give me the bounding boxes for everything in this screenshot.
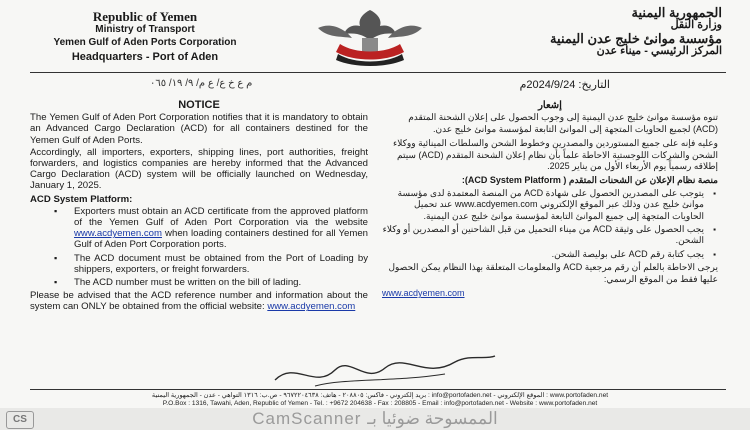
notice-paragraph-1-ar: تنوه مؤسسة موانئ خليج عدن اليمنية إلى وجوب الحصول على إعلان الشحنة المتقدم (ACD) لجميع الحاويات المتجهة إلى الموانئ التابعة لمؤسسة موانئ خليج عدن.	[408, 112, 718, 134]
camscanner-logo-icon: CS	[6, 411, 34, 429]
list-item: ▪ يجب الحصول على وثيقة ACD من ميناء التحميل من قبل الشاحنين أو المصدرين أو وكلاء الشحن.	[382, 224, 704, 247]
header-left	[40, 10, 250, 64]
platform-heading-ar: منصة نظام الإعلان عن الشحنات المتقدم ( ACD System Platform):	[461, 175, 718, 186]
document-date: التاريخ: 2024/9/24م	[519, 79, 610, 91]
bullet-1-text-a: Exporters must obtain an ACD certificate from the approved platform of the Yemen Gulf of Aden Port Corporation via the website	[74, 205, 368, 229]
header-corporation-ar: مؤسسة موانئ خليج عدن اليمنية	[550, 31, 722, 46]
header-republic: Republic of Yemen	[92, 9, 198, 24]
acd-website-link-ar[interactable]: www.acdyemen.com	[382, 288, 465, 299]
list-item: ▪ يتوجب على المصدرين الحصول على شهادة ACD من المنصة المعتمدة لدى مؤسسة موانئ خليج عدن وذلك عبر الموقع الإلكتروني www.acdyemen.com عند تحميل الحاويات المتجهة إلى جميع الموانئ التابعة لمؤسسة موانئ خليج عدن اليمنية.	[382, 188, 704, 222]
notice-paragraph-1: The Yemen Gulf of Aden Port Corporation notifies that it is mandatory to obtain an Advanced Cargo Declaration (ACD) for all containers destined for the Yemen Gulf of Aden Ports.	[30, 112, 368, 146]
list-item: ▪ The ACD number must be written on the bill of lading.	[74, 277, 368, 288]
acd-website-link[interactable]: www.acdyemen.com	[74, 228, 162, 240]
notice-closing	[30, 290, 368, 312]
list-item	[74, 206, 368, 251]
platform-list-ar	[382, 188, 718, 260]
notice-title: NOTICE	[178, 99, 220, 111]
platform-heading: ACD System Platform:	[30, 193, 133, 205]
header-headquarters-ar: المركز الرئيسي - ميناء عدن	[596, 45, 722, 57]
platform-list	[30, 206, 368, 288]
closing-text: Please be advised that the ACD reference number and information about the system can ONLY be obtained from the official website:	[30, 290, 368, 313]
header-ministry: Ministry of Transport	[95, 24, 195, 35]
acd-website-link-closing[interactable]: www.acdyemen.com	[267, 301, 356, 313]
header-right	[492, 6, 722, 58]
closing-link-line-ar	[382, 288, 718, 299]
reference-number: م ع خ ع/ ع م/ ٩/ ١٩/ ٠٦٥	[150, 78, 253, 89]
footer-divider	[30, 389, 726, 390]
header-divider	[30, 72, 726, 73]
footer-contact-ar: www.portofaden.net : الموقع الإلكتروني - info@portofaden.net : بريد إلكتروني - فاكس: ٢٠٨٨٠٥ - هاتف: ٩٦٧٢٢٠٤٦٣٨ - ص.ب: ١٣١٦ التواهي - عدن - الجمهورية اليمنية	[151, 392, 609, 399]
list-item: ▪ The ACD document must be obtained from the Port of Loading by shippers, exporters, or freight forwarders.	[74, 253, 368, 275]
watermark-text: CamScanner الممسوحة ضوئيا بـ	[252, 409, 498, 428]
notice-paragraph-2-ar: وعليه فإنه على جميع المستوردين والمصدرين وخطوط الشحن والسلطات المينائية ووكلاء الشحن والشركات اللوجستية الاحاطة علماً بأن نظام إعلان الشحنة المتقدم (ACD) سيتم إطلاقه رسمياً يوم الأربعاء الأول من يناير 2025.	[393, 138, 718, 172]
footer-contact-en: P.O.Box : 1316, Tawahi, Aden, Republic of Yemen - Tel. : +9672 204638 - Fax : 208805 - Email : info@portofaden.net - Website : www.portofaden.net	[162, 400, 598, 407]
header-ministry-ar: وزارة النقل	[670, 19, 722, 31]
bullet-1-text-b: when loading containers destined for all Yemen Gulf of Aden Port Corporation ports.	[74, 228, 368, 251]
notice-paragraph-2: Accordingly, all importers, exporters, shipping lines, port authorities, freight forwarders, and logistics companies are hereby informed that the Advanced Cargo Declaration (ACD) system will be officially launched on Wednesday, January 1, 2025.	[30, 146, 368, 192]
scanner-watermark	[0, 408, 750, 430]
header-headquarters: Headquarters - Port of Aden	[71, 51, 219, 63]
notice-arabic	[382, 100, 718, 300]
yemen-emblem-icon	[300, 6, 440, 70]
notice-english	[30, 100, 368, 314]
notice-closing-ar: يرجى الاحاطة بالعلم أن رقم مرجعية ACD والمعلومات المتعلقة بهذا النظام يمكن الحصول عليها فقط من الموقع الرسمي:	[388, 262, 718, 284]
list-item: ▪ يجب كتابة رقم ACD على بوليصة الشحن.	[382, 249, 704, 260]
header-republic-ar: الجمهورية اليمنية	[631, 5, 722, 20]
notice-title-ar: إشعار	[538, 100, 562, 111]
header-corporation: Yemen Gulf of Aden Ports Corporation	[53, 37, 237, 48]
